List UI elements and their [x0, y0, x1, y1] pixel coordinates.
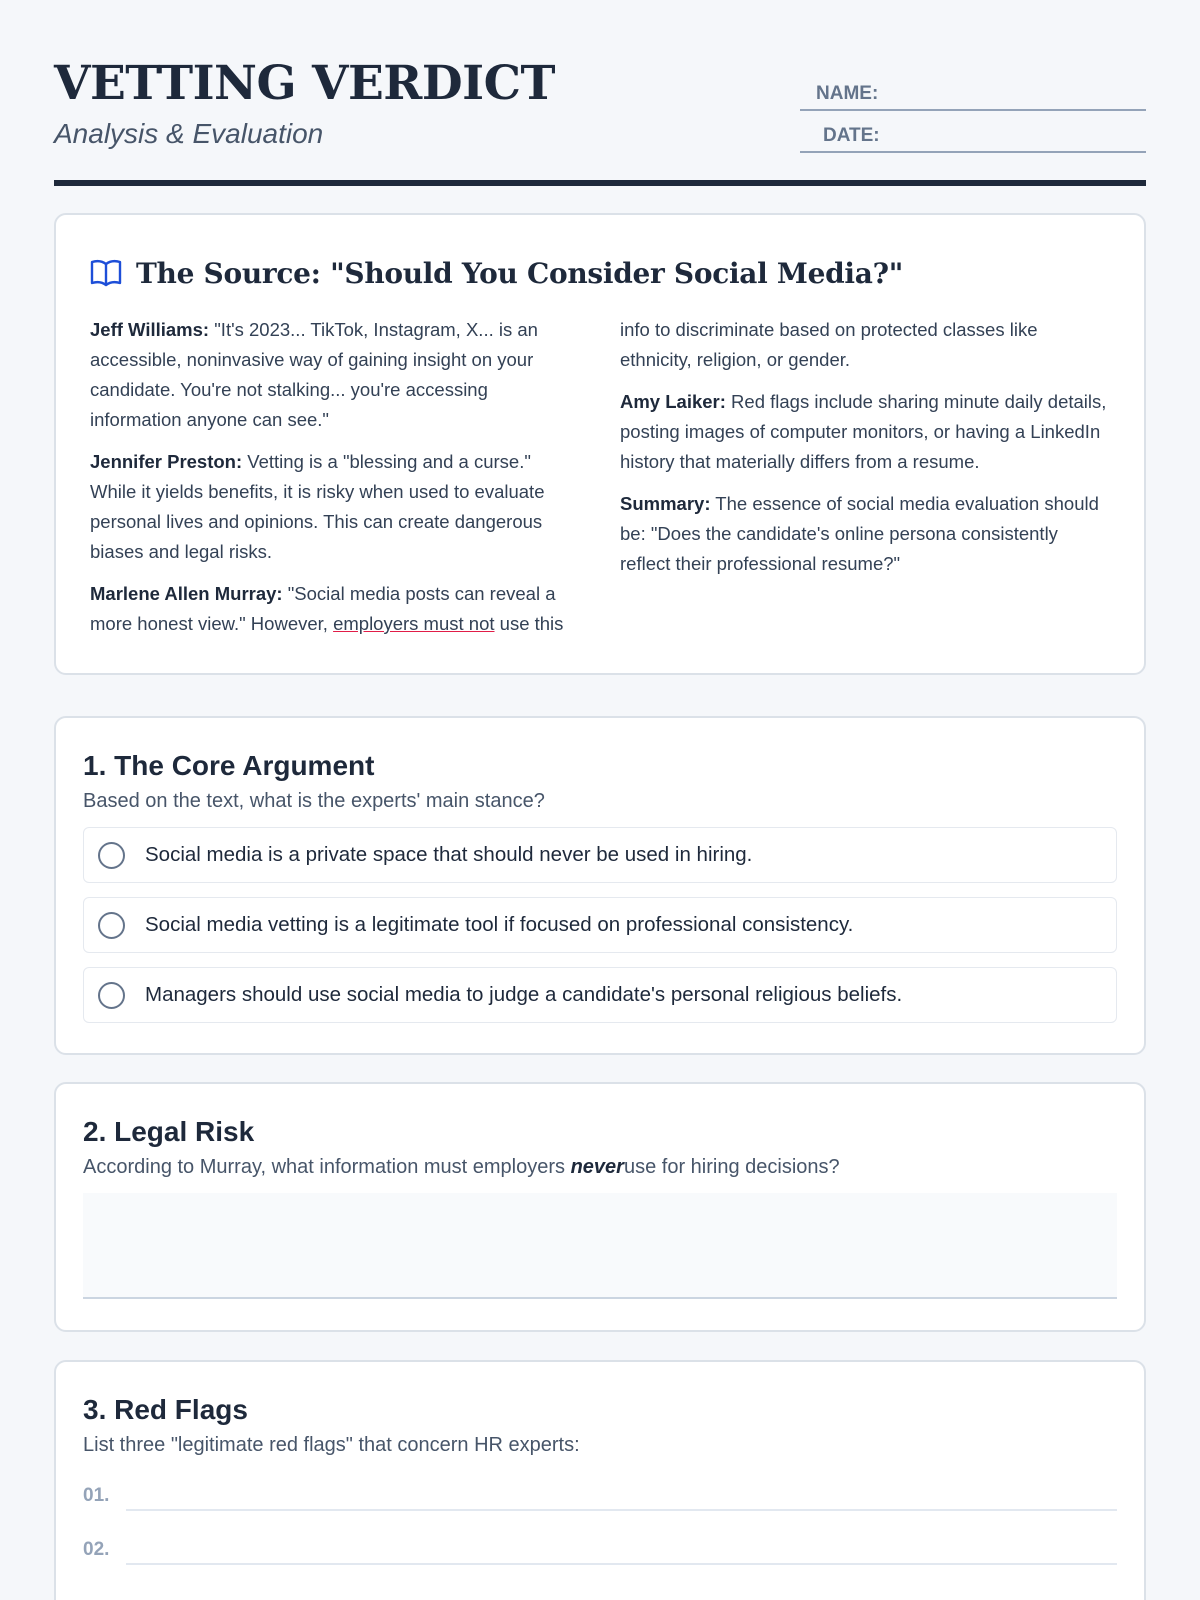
option-label: Social media is a private space that should never be used in hiring.	[145, 843, 753, 866]
quote-text: use this info to discriminate based on protected classes like ethnicity, religion, or gender.	[499, 319, 1038, 634]
prompt-text: use for hiring decisions?	[623, 1156, 840, 1178]
option-label: Social media vetting is a legitimate tool if focused on professional consistency.	[145, 913, 854, 936]
answer-line[interactable]	[126, 1479, 1117, 1511]
name-label: NAME:	[816, 83, 879, 104]
source-title: The Source: "Should You Consider Social Media?"	[136, 256, 903, 290]
line-number: 01.	[83, 1485, 110, 1506]
prompt-emphasis: never	[570, 1156, 624, 1178]
answer-option-c[interactable]	[83, 967, 1117, 1023]
quote-text: "Social media posts can reveal a more honest view." However,	[90, 583, 556, 634]
red-flag-line-1[interactable]	[83, 1461, 1117, 1511]
speaker-name: Amy Laiker:	[620, 391, 726, 412]
quote-text: Vetting is a "blessing and a curse." While it yields benefits, it is risky when used to evaluate personal lives and opinions. This can create dangerous biases and legal risks.	[90, 451, 545, 562]
red-flag-line-2[interactable]	[83, 1515, 1117, 1565]
answer-textarea[interactable]	[83, 1193, 1117, 1299]
option-label: Managers should use social media to judge a candidate's personal religious beliefs.	[145, 983, 903, 1006]
source-entry-preston	[90, 447, 580, 567]
page-subtitle: Analysis & Evaluation	[54, 118, 324, 149]
speaker-name: Jeff Williams:	[90, 319, 210, 340]
quote-text: "It's 2023... TikTok, Instagram, X... is an accessible, noninvasive way of gaining insight on your candidate. You're not stalking... you're accessing information anyone can see."	[90, 319, 538, 430]
question-2-title: 2. Legal Risk	[83, 1116, 255, 1147]
underlined-phrase: employers must not	[333, 613, 495, 634]
source-text	[90, 315, 1110, 645]
radio-button[interactable]	[98, 912, 125, 939]
book-open-icon	[90, 259, 122, 287]
source-entry-summary	[620, 489, 1110, 579]
worksheet-header	[54, 0, 1146, 186]
source-card	[54, 213, 1146, 675]
source-entry-williams	[90, 315, 580, 435]
source-heading	[90, 253, 1110, 293]
speaker-name: Summary:	[620, 493, 711, 514]
date-label: DATE:	[823, 125, 880, 146]
radio-button[interactable]	[98, 982, 125, 1009]
speaker-name: Jennifer Preston:	[90, 451, 243, 472]
question-2-card	[54, 1082, 1146, 1332]
question-3-prompt: List three "legitimate red flags" that concern HR experts:	[83, 1434, 580, 1456]
quote-text: The essence of social media evaluation should be: "Does the candidate's online persona consistently reflect their professional resume?"	[620, 493, 1099, 574]
source-entry-laiker	[620, 387, 1110, 477]
line-number: 02.	[83, 1539, 110, 1560]
date-field[interactable]	[800, 119, 1146, 153]
question-1-prompt: Based on the text, what is the experts' main stance?	[83, 790, 545, 812]
question-1-card	[54, 716, 1146, 1055]
name-field[interactable]	[800, 77, 1146, 111]
question-3-card	[54, 1360, 1146, 1600]
question-3-title: 3. Red Flags	[83, 1394, 248, 1425]
answer-option-a[interactable]	[83, 827, 1117, 883]
answer-option-b[interactable]	[83, 897, 1117, 953]
quote-text: Red flags include sharing minute daily details, posting images of computer monitors, or having a LinkedIn history that materially differs from a resume.	[620, 391, 1107, 472]
radio-button[interactable]	[98, 842, 125, 869]
question-1-title: 1. The Core Argument	[83, 750, 375, 781]
page-title: VETTING VERDICT	[54, 56, 555, 111]
speaker-name: Marlene Allen Murray:	[90, 583, 283, 604]
question-2-prompt	[83, 1156, 1117, 1179]
prompt-text: According to Murray, what information must employers	[83, 1156, 566, 1178]
answer-line[interactable]	[126, 1533, 1117, 1565]
